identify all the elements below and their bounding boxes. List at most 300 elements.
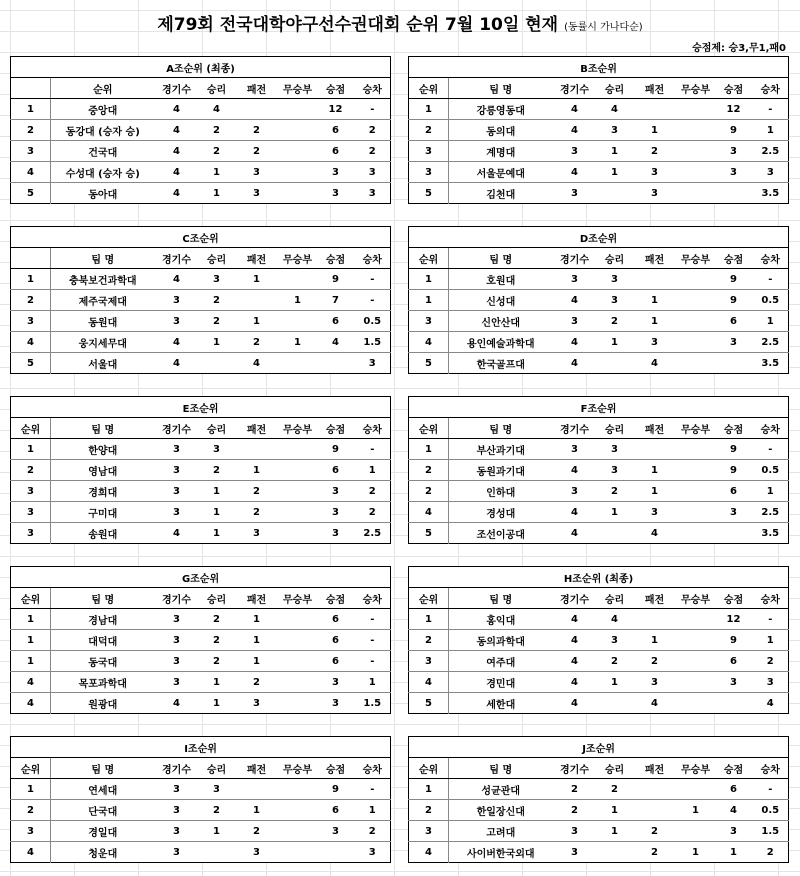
cell-games: 3 xyxy=(553,481,597,502)
cell-gb: 1 xyxy=(753,311,789,332)
cell-draws xyxy=(677,672,715,693)
cell-losses: 3 xyxy=(235,162,279,183)
cell-losses: 1 xyxy=(633,290,677,311)
header-row xyxy=(409,248,789,269)
cell-rank: 1 xyxy=(11,609,51,630)
cell-points xyxy=(317,842,355,863)
cell-wins xyxy=(597,353,633,374)
cell-gb: 3 xyxy=(368,187,376,199)
cell-rank: 2 xyxy=(409,630,449,651)
cell-wins xyxy=(597,842,633,863)
cell-gb: 2 xyxy=(355,120,391,141)
cell-gb: - xyxy=(753,609,789,630)
cell-team: 한일장신대 xyxy=(449,800,553,821)
cell-draws xyxy=(677,523,715,544)
cell-draws xyxy=(677,162,715,183)
table-row xyxy=(409,651,789,672)
cell-draws xyxy=(279,269,317,290)
column-header-rank: 순위 xyxy=(409,78,449,99)
cell-losses: 4 xyxy=(253,357,260,369)
cell-games: 4 xyxy=(155,332,199,353)
cell-losses: 2 xyxy=(633,651,677,672)
cell-draws xyxy=(677,311,715,332)
cell-losses: 1 xyxy=(235,269,279,290)
cell-gb: 3 xyxy=(753,162,789,183)
cell-wins: 1 xyxy=(199,481,235,502)
cell-rank: 2 xyxy=(11,460,51,481)
header-row xyxy=(409,588,789,609)
cell-losses: 1 xyxy=(235,460,279,481)
cell-gb: 0.5 xyxy=(753,800,789,821)
cell-gb: 1.5 xyxy=(753,821,789,842)
cell-rank: 5 xyxy=(409,353,449,374)
header-row xyxy=(11,588,391,609)
cell-games: 3 xyxy=(173,846,180,858)
column-header-games: 경기수 xyxy=(553,758,597,779)
cell-games: 3 xyxy=(155,630,199,651)
column-header-rank: 순위 xyxy=(11,588,51,609)
cell-draws: 1 xyxy=(279,332,317,353)
cell-team: 웅지세무대 xyxy=(51,332,155,353)
cell-losses: 1 xyxy=(633,120,677,141)
column-header-team: 팀 명 xyxy=(449,588,553,609)
cell-gb: 2 xyxy=(355,481,391,502)
cell-games: 4 xyxy=(155,269,199,290)
cell-team: 연세대 xyxy=(51,779,155,800)
cell-rank: 1 xyxy=(409,99,449,120)
cell-points: 3 xyxy=(332,527,339,539)
cell-gb: 0.5 xyxy=(753,460,789,481)
cell-points: 3 xyxy=(332,697,339,709)
cell-gb: - xyxy=(355,651,391,672)
cell-losses xyxy=(633,99,677,120)
group-table xyxy=(10,566,391,714)
header-row xyxy=(11,248,391,269)
cell-games: 4 xyxy=(553,120,597,141)
cell-team: 서울대 xyxy=(88,359,118,371)
cell-draws: 1 xyxy=(677,800,715,821)
cell-draws xyxy=(677,502,715,523)
cell-draws xyxy=(279,502,317,523)
cell-rank: 3 xyxy=(11,523,51,544)
column-header-team: 팀 명 xyxy=(51,418,155,439)
column-header-wins: 승리 xyxy=(597,248,633,269)
cell-rank: 1 xyxy=(11,439,51,460)
cell-team: 건국대 xyxy=(51,141,155,162)
cell-points: 6 xyxy=(317,141,355,162)
cell-losses: 1 xyxy=(235,630,279,651)
cell-losses: 4 xyxy=(651,357,658,369)
cell-draws xyxy=(677,630,715,651)
column-header-losses: 패전 xyxy=(235,248,279,269)
cell-losses: 2 xyxy=(235,481,279,502)
cell-team: 부산과기대 xyxy=(449,439,553,460)
cell-rank: 3 xyxy=(409,821,449,842)
column-header-wins: 승리 xyxy=(199,248,235,269)
cell-losses: 1 xyxy=(633,311,677,332)
cell-points: 6 xyxy=(715,481,753,502)
cell-points xyxy=(715,693,753,714)
table-row xyxy=(11,141,391,162)
cell-team: 원광대 xyxy=(88,699,118,711)
cell-wins: 1 xyxy=(213,527,220,539)
page-title xyxy=(0,10,800,35)
cell-gb: - xyxy=(355,99,391,120)
cell-draws xyxy=(279,672,317,693)
cell-losses: 4 xyxy=(651,527,658,539)
column-header-points: 승점 xyxy=(317,78,355,99)
cell-games: 4 xyxy=(155,120,199,141)
cell-losses: 2 xyxy=(235,502,279,523)
group-title: G조순위 xyxy=(11,567,391,588)
cell-gb: 2 xyxy=(355,141,391,162)
cell-gb: - xyxy=(753,779,789,800)
cell-team: 동원과기대 xyxy=(449,460,553,481)
cell-team: 동의대 xyxy=(449,120,553,141)
cell-points: 6 xyxy=(317,609,355,630)
cell-games: 4 xyxy=(155,141,199,162)
cell-draws xyxy=(677,693,715,714)
cell-points: 6 xyxy=(317,460,355,481)
table-row xyxy=(11,332,391,353)
cell-losses: 3 xyxy=(253,697,260,709)
cell-gb: 1 xyxy=(355,800,391,821)
cell-points: 1 xyxy=(730,846,737,858)
cell-team: 수성대 (승자 승) xyxy=(51,162,155,183)
cell-wins: 3 xyxy=(199,779,235,800)
cell-gb: - xyxy=(355,630,391,651)
cell-gb: 2 xyxy=(355,502,391,523)
cell-draws xyxy=(279,800,317,821)
cell-team: 세한대 xyxy=(486,699,516,711)
cell-games: 4 xyxy=(553,290,597,311)
column-header-draws: 무승부 xyxy=(279,758,317,779)
column-header-games: 경기수 xyxy=(155,248,199,269)
column-header-games: 경기수 xyxy=(155,758,199,779)
cell-games: 3 xyxy=(155,439,199,460)
cell-team: 중앙대 xyxy=(51,99,155,120)
cell-rank: 1 xyxy=(11,651,51,672)
cell-gb: 3 xyxy=(368,846,376,858)
cell-team: 제주국제대 xyxy=(51,290,155,311)
table-row xyxy=(11,842,391,863)
cell-points: 3 xyxy=(332,187,339,199)
cell-wins: 1 xyxy=(597,672,633,693)
cell-points: 6 xyxy=(715,311,753,332)
cell-losses: 1 xyxy=(235,651,279,672)
cell-draws xyxy=(677,120,715,141)
cell-rank: 3 xyxy=(11,502,51,523)
column-header-rank: 순위 xyxy=(409,418,449,439)
table-row xyxy=(409,120,789,141)
group-table xyxy=(10,56,391,204)
cell-gb: 1 xyxy=(753,630,789,651)
column-header-wins: 승리 xyxy=(597,418,633,439)
cell-games: 3 xyxy=(553,821,597,842)
cell-losses: 3 xyxy=(253,527,260,539)
cell-wins: 1 xyxy=(597,141,633,162)
column-header-team: 팀 명 xyxy=(51,588,155,609)
table-row xyxy=(11,800,391,821)
cell-rank: 1 xyxy=(11,99,51,120)
cell-team: 경민대 xyxy=(449,672,553,693)
column-header-games: 경기수 xyxy=(155,78,199,99)
cell-draws xyxy=(677,481,715,502)
cell-team: 경희대 xyxy=(51,481,155,502)
column-header-team: 팀 명 xyxy=(449,758,553,779)
table-row xyxy=(409,672,789,693)
cell-wins: 2 xyxy=(199,290,235,311)
cell-gb: - xyxy=(753,99,789,120)
cell-points: 3 xyxy=(715,141,753,162)
cell-points: 9 xyxy=(715,439,753,460)
table-row xyxy=(11,162,391,183)
column-header-gb: 승차 xyxy=(355,418,391,439)
cell-points: 9 xyxy=(317,779,355,800)
cell-gb: - xyxy=(355,269,391,290)
column-header-gb: 승차 xyxy=(355,588,391,609)
cell-losses: 2 xyxy=(633,141,677,162)
column-header-losses: 패전 xyxy=(633,418,677,439)
table-row xyxy=(11,651,391,672)
cell-draws xyxy=(677,99,715,120)
cell-draws xyxy=(677,779,715,800)
cell-games: 2 xyxy=(553,779,597,800)
cell-games: 3 xyxy=(155,651,199,672)
cell-games: 3 xyxy=(155,481,199,502)
table-row xyxy=(11,630,391,651)
column-header-draws: 무승부 xyxy=(677,248,715,269)
cell-draws xyxy=(279,779,317,800)
cell-rank: 2 xyxy=(409,481,449,502)
cell-wins xyxy=(597,523,633,544)
column-header-draws: 무승부 xyxy=(677,418,715,439)
cell-team: 여주대 xyxy=(449,651,553,672)
cell-team: 호원대 xyxy=(449,269,553,290)
cell-losses: 3 xyxy=(633,332,677,353)
column-header-gb: 승차 xyxy=(355,78,391,99)
column-header-draws: 무승부 xyxy=(279,588,317,609)
cell-points xyxy=(715,183,753,204)
cell-rank: 4 xyxy=(11,842,51,863)
cell-points: 3 xyxy=(317,502,355,523)
cell-games: 4 xyxy=(553,460,597,481)
cell-rank: 4 xyxy=(11,162,51,183)
table-row xyxy=(409,311,789,332)
cell-gb: 2 xyxy=(753,651,789,672)
cell-wins: 1 xyxy=(597,821,633,842)
cell-points: 9 xyxy=(715,269,753,290)
cell-points: 9 xyxy=(715,290,753,311)
table-row xyxy=(409,779,789,800)
column-header-draws: 무승부 xyxy=(279,248,317,269)
cell-rank: 4 xyxy=(409,842,449,863)
cell-wins: 1 xyxy=(213,697,220,709)
cell-games: 4 xyxy=(553,502,597,523)
table-row xyxy=(409,502,789,523)
cell-losses: 1 xyxy=(633,481,677,502)
cell-rank: 4 xyxy=(409,502,449,523)
cell-draws xyxy=(677,353,715,374)
cell-rank: 3 xyxy=(409,162,449,183)
cell-rank: 2 xyxy=(11,120,51,141)
cell-team: 구미대 xyxy=(51,502,155,523)
cell-draws xyxy=(279,651,317,672)
cell-draws xyxy=(279,630,317,651)
cell-games: 3 xyxy=(553,439,597,460)
cell-wins: 1 xyxy=(597,502,633,523)
column-header-points: 승점 xyxy=(715,78,753,99)
cell-wins: 2 xyxy=(597,779,633,800)
cell-games: 3 xyxy=(155,800,199,821)
cell-gb: - xyxy=(355,439,391,460)
group-table xyxy=(408,226,789,374)
cell-points: 3 xyxy=(317,672,355,693)
cell-rank: 3 xyxy=(11,141,51,162)
cell-losses: 2 xyxy=(235,821,279,842)
column-header-games: 경기수 xyxy=(155,588,199,609)
cell-gb: 1 xyxy=(355,672,391,693)
cell-points: 6 xyxy=(317,311,355,332)
cell-team: 대덕대 xyxy=(51,630,155,651)
table-row xyxy=(11,311,391,332)
cell-wins: 2 xyxy=(597,311,633,332)
cell-gb: 1 xyxy=(355,460,391,481)
cell-wins: 1 xyxy=(597,332,633,353)
cell-gb: 2 xyxy=(355,821,391,842)
header-row xyxy=(409,78,789,99)
cell-games: 4 xyxy=(553,99,597,120)
group-table xyxy=(408,566,789,714)
column-header-rank xyxy=(11,78,51,99)
table-row xyxy=(409,630,789,651)
table-row xyxy=(11,353,391,374)
cell-team: 동의과학대 xyxy=(449,630,553,651)
cell-team: 경성대 xyxy=(449,502,553,523)
cell-games: 4 xyxy=(571,697,578,709)
cell-games: 4 xyxy=(571,357,578,369)
cell-rank: 1 xyxy=(409,290,449,311)
cell-gb: - xyxy=(753,269,789,290)
cell-points: 9 xyxy=(715,120,753,141)
group-title: D조순위 xyxy=(409,227,789,248)
cell-points: 3 xyxy=(317,481,355,502)
cell-games: 3 xyxy=(155,779,199,800)
cell-team: 동원대 xyxy=(51,311,155,332)
cell-draws xyxy=(677,439,715,460)
cell-team: 계명대 xyxy=(449,141,553,162)
cell-gb: 3 xyxy=(753,672,789,693)
column-header-draws: 무승부 xyxy=(677,758,715,779)
cell-draws xyxy=(279,439,317,460)
cell-team: 김천대 xyxy=(486,189,516,201)
cell-rank: 2 xyxy=(409,460,449,481)
cell-points: 3 xyxy=(715,672,753,693)
cell-team: 동아대 xyxy=(88,189,118,201)
cell-losses: 2 xyxy=(235,120,279,141)
cell-team: 인하대 xyxy=(449,481,553,502)
cell-wins: 2 xyxy=(199,460,235,481)
cell-points: 6 xyxy=(317,800,355,821)
cell-gb: 1 xyxy=(753,481,789,502)
column-header-losses: 패전 xyxy=(633,588,677,609)
cell-draws xyxy=(279,99,317,120)
cell-draws: 1 xyxy=(279,290,317,311)
table-row xyxy=(11,502,391,523)
table-row xyxy=(409,460,789,481)
cell-points: 6 xyxy=(317,120,355,141)
group-title: F조순위 xyxy=(409,397,789,418)
column-header-losses: 패전 xyxy=(633,78,677,99)
cell-points: 9 xyxy=(715,460,753,481)
column-header-losses: 패전 xyxy=(235,78,279,99)
cell-games: 4 xyxy=(155,99,199,120)
cell-rank: 4 xyxy=(409,332,449,353)
table-row xyxy=(11,779,391,800)
column-header-gb: 승차 xyxy=(355,248,391,269)
table-row xyxy=(409,332,789,353)
cell-draws xyxy=(677,290,715,311)
cell-wins: 4 xyxy=(597,609,633,630)
cell-points: 9 xyxy=(715,630,753,651)
cell-team: 청운대 xyxy=(88,848,118,860)
group-table xyxy=(408,56,789,204)
column-header-draws: 무승부 xyxy=(279,78,317,99)
cell-games: 4 xyxy=(553,651,597,672)
cell-draws xyxy=(279,183,317,204)
cell-rank: 5 xyxy=(409,523,449,544)
cell-losses xyxy=(235,99,279,120)
header-row xyxy=(11,758,391,779)
column-header-gb: 승차 xyxy=(753,248,789,269)
column-header-points: 승점 xyxy=(317,758,355,779)
cell-losses xyxy=(633,779,677,800)
cell-losses: 2 xyxy=(235,672,279,693)
cell-games: 4 xyxy=(173,187,180,199)
cell-rank: 4 xyxy=(409,672,449,693)
cell-gb: 2.5 xyxy=(753,502,789,523)
table-row xyxy=(409,693,789,714)
cell-gb: 1.5 xyxy=(355,332,391,353)
cell-wins: 3 xyxy=(199,269,235,290)
cell-games: 2 xyxy=(553,800,597,821)
cell-games: 4 xyxy=(173,527,180,539)
column-header-gb: 승차 xyxy=(753,588,789,609)
column-header-rank: 순위 xyxy=(11,418,51,439)
table-row xyxy=(409,842,789,863)
cell-draws xyxy=(677,821,715,842)
cell-gb: 3.5 xyxy=(761,357,780,369)
cell-draws xyxy=(279,141,317,162)
cell-wins: 1 xyxy=(597,800,633,821)
cell-draws xyxy=(677,183,715,204)
column-header-gb: 승차 xyxy=(753,418,789,439)
cell-gb: 3.5 xyxy=(761,527,780,539)
cell-wins: 1 xyxy=(597,162,633,183)
cell-points: 4 xyxy=(317,332,355,353)
table-row xyxy=(409,481,789,502)
column-header-team: 팀 명 xyxy=(449,248,553,269)
cell-rank: 5 xyxy=(11,353,51,374)
column-header-draws: 무승부 xyxy=(677,588,715,609)
cell-rank: 1 xyxy=(409,439,449,460)
cell-points: 7 xyxy=(317,290,355,311)
column-header-gb: 승차 xyxy=(753,758,789,779)
cell-draws xyxy=(677,269,715,290)
cell-games: 3 xyxy=(155,460,199,481)
cell-losses: 3 xyxy=(253,846,260,858)
cell-team: 성균관대 xyxy=(449,779,553,800)
